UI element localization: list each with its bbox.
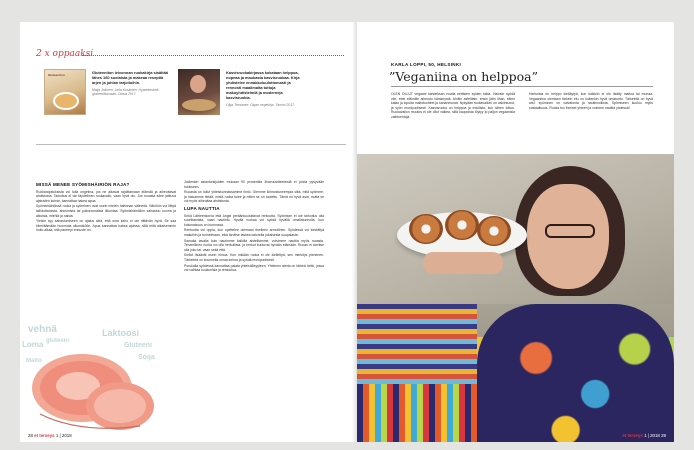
left-page: [20, 22, 357, 442]
page-footer-left: [28, 433, 72, 438]
right-column-2: [529, 92, 653, 111]
section-heading-permission: LUPA NAUTTIA: [184, 205, 220, 211]
article-quote-title: ”Veganiina on helppoa”: [389, 69, 539, 84]
body-paragraph: Samalla tavalla kuin nautimme kaikilla aisteillamme, voisimme nauttia myös ruoasta. Terveellinen ruoka voi olla herkullista, ja herkut kuuluvat hyvään elämään. Ruoan ei tarvitse olla joko tai, vaan sekä että.: [184, 238, 324, 252]
tips-divider: [82, 55, 344, 56]
right-page: [357, 22, 674, 442]
body-paragraph: Syömishäiriöissä ruoka ja syöminen ovat usein mielen hallinnan välineitä. Häiriöön voi liittyä laihduttamista, ahmimista tai pakonomaista liikuntaa. Syömishäiriöihin sairastuu nuoria ja aikuisia, miehiä ja naisia.: [36, 204, 176, 218]
portrait-photo: [357, 154, 674, 442]
body-paragraph: Yleisin syy sairastumiseen on ajatus siitä, että oma keho ei ole riittävän hyvä. Se saa kiinnittämään huomiota ulkonäköön. Apua kannattaa hakea ajoissa, sillä mitä aikaisemmin hoito alkaa, sitä parempi ennuste on.: [36, 219, 176, 233]
body-paragraph: Ruokarajoituksista voi tulla ongelma, jos ne alkavat rajoittamaan elämää ja aiheuttavat ahdistusta. Tarkoitus ei ole täydellinen ruokavalio, vaan hyvä olo. Jos ruoasta tulee jatkuva ajatusten kohde, kannattaa hakea apua.: [36, 189, 176, 203]
art-word: Laktoosi: [102, 328, 140, 338]
book-tip-1-credit: Maija Jokinen, Leila Koskinen: Hyperkeskeä gluteenittomaan. Otava 2017.: [92, 88, 159, 97]
art-word: Maito: [26, 358, 42, 364]
book-tip-2-text: Kasvisruokakirjassa kokataan helppoa, nopeaa ja maukasta kasvisruokaa. Kirja yhdistelee ennakkoluulottomasti ja rennosti maailmalta tuttuja makuyhdistelmiä ja moderneja kasvisruokia.: [226, 70, 300, 100]
donut-icon: [445, 210, 479, 240]
right-column-1: [391, 92, 515, 121]
issue-label: 1 | 2018: [644, 433, 660, 438]
body-paragraph: Porukalla syödessä kannattaa palata yhteisöllisyyteen. Yhteinen ateria on tärkeä hetki, jossa voi vaihtaa kuulumisia ja rentoutua.: [184, 263, 324, 273]
art-word: Soija: [138, 354, 155, 361]
donut-icon: [477, 216, 511, 246]
hand: [423, 252, 503, 274]
page-number: 28: [28, 433, 33, 438]
body-paragraph: Sekä Lähteenkorva että Angle peräänkuuluttavat rentoutta. Syömisen ei ole tarkoitus olla suorittamista, vaan nautinto. Hyvää ruokaa voi syödä hyvällä omallatunnolla, kun kokonaisuus on kunnossa.: [184, 213, 324, 227]
left-column-2: [184, 180, 324, 274]
section-divider: [36, 144, 346, 145]
book-tip-1-text: Gluteeniton leivonnan ruokakirja sisältää lähes 160 suolaista ja makeaa reseptiä arjen ja juhlan tarjoiluihin.: [92, 70, 168, 85]
body-paragraph: Kiellot lisäävät usein himoa. Kun mikään ruoka ei ole kiellettyä, sen merkitys pienenee. Tärkeintä on kuunnella omaa kehoa ja syödä monipuolisesti.: [184, 253, 324, 262]
interviewee-name: KARLA LOPPI, 50, HELSINKI: [391, 62, 462, 67]
donut-icon: [409, 214, 443, 244]
page-number: 29: [661, 433, 666, 438]
body-paragraph: Joidenkin asiantuntijoiden mukaan 90 prosenttia lihavuusdieeteistä ei johda pysyvään tulokseen.: [184, 180, 324, 189]
book-cover-vegekirja: [178, 69, 220, 115]
patterned-dress: [477, 304, 674, 442]
body-paragraph: OLEN OLLUT vegaani kahdeksan vuotta eettisten syiden takia. Halusin syödä niin, ettei eläimille aiheudu kärsimystä. Aloitin asteittain: ensin jätin lihan, sitten kalan ja lopulta maitotuotteet ja kananmunat. Nykyään ruokavalioni on vakiintunut, ja syön monipuolisesti. Kasvisruoka on helppoa ja edullista, kun siihen tottuu. Ruokavalion muutos ei ole ollut vaikea, sillä kaupoista löytyy jo paljon vegaanisia vaihtoehtoja.: [391, 92, 515, 119]
art-word: gluteiini: [46, 338, 69, 344]
art-word: Loma: [22, 340, 44, 349]
cushion: [357, 304, 477, 384]
magazine-brand: et terveys: [622, 433, 643, 438]
book-cover-gluten-free: Gluteeniton: [44, 69, 86, 115]
left-column-1: [36, 180, 176, 234]
ham-illustration: [20, 314, 170, 442]
magazine-brand: et terveys: [34, 433, 55, 438]
body-paragraph: Herkuista en helppo kieltäytyä, kun kaikkiin ei ole lisätty maitoa tai munaa. Vegaaniina olemisen tärkein etu on kuitenkin hyvä omatunto. Tärkeintä on hyvä arki: syöminen on vaivatonta ja nautinnollista. Syömiseen kuuluu myös sosiaalisuus. Ruoka tuo ihmiset yhteen ja voimme nauttia yhdessä!: [529, 92, 653, 110]
art-word: vehnä: [28, 324, 57, 335]
tips-label: 2 x oppaaksi: [36, 49, 94, 59]
section-heading-eating-disorder: MISSÄ MENEE SYÖMISHÄIRIÖN RAJA?: [36, 182, 130, 187]
glasses-icon: [545, 224, 595, 238]
title-divider: [391, 86, 653, 87]
book-tip-2: [226, 70, 306, 107]
body-paragraph: Rentoutta voi oppia, kun opettelee olemaan itselleen armollinen. Syödessä voi keskittyä makuihin ja tunnelmaan, eikä tarvitse laskea kaloreita jokaisesta suupalasta.: [184, 228, 324, 237]
issue-label: 1 | 2018: [55, 433, 72, 438]
art-word: Gluteeni: [124, 342, 153, 349]
body-paragraph: Ruoasta on tullut yhteiskunnassamme ilmiö. Olemme kiinnostuneempia siitä, mitä syömme, ja haluamme tietää, mistä ruoka tulee ja miten se on tuotettu. Tämä on hyvä asia, mutta se voi myös aiheuttaa ahdistusta.: [184, 190, 324, 204]
page-footer-right: [622, 433, 666, 438]
book-tip-2-credit: Olga Temonen: Olgan vegekirja. Tammi 2017.: [226, 103, 295, 107]
book-tip-1: [92, 70, 172, 97]
